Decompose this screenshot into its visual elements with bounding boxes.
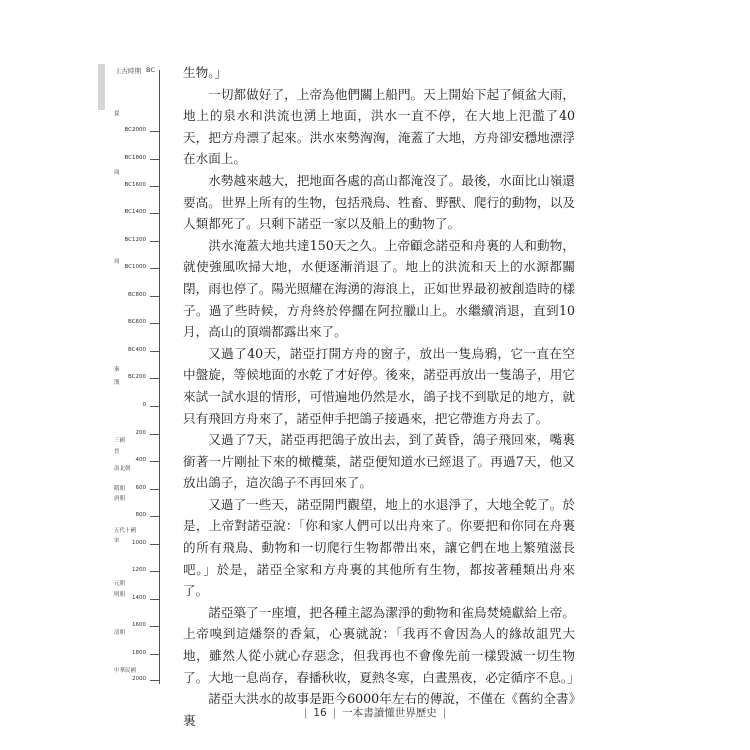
era-label: 五代十國 (114, 528, 137, 534)
timeline-tick: BC1400 (0, 213, 160, 223)
era-label: 唐朝 (114, 496, 126, 502)
timeline-header-period: 上古時期 (115, 67, 141, 75)
timeline-tick: BC600 (0, 323, 160, 333)
era-label: 晉 (114, 449, 120, 455)
timeline-tick: BC1800 (0, 159, 160, 169)
paragraph: 又過了7天，諾亞再把鴿子放出去，到了黃昏，鴿子飛回來，嘴裏銜著一片剛扯下來的橄欖葉，諾亞便知道水已經退了。再過7天，他又放出鴿子，這次鴿子不再回來了。 (183, 432, 575, 491)
era-label: 漢 (114, 380, 120, 386)
paragraph: 洪水淹蓋大地共達150天之久。上帝顧念諾亞和舟裏的人和動物，就使強風吹掃大地，水便逐漸消退了。地上的洪流和天上的水源都關閉，雨也停了。陽光照耀在海湧的海浪上，正如世界最初被創造時的樣子。過了些時候，方舟終於停擱在阿拉臘山上。水繼續消退，直到10月，高山的頂端都露出來了。 (183, 237, 575, 340)
era-label: 元朝 (114, 581, 126, 587)
timeline-tick: 200 (0, 434, 160, 444)
page-number: 16 (313, 707, 327, 719)
era-label: 商 (114, 170, 120, 176)
era-label: 明朝 (114, 592, 126, 598)
timeline-tick: 1600 (0, 626, 160, 636)
paragraph: 生物。」 (183, 65, 228, 80)
timeline-tick: BC1000 (0, 268, 160, 278)
timeline-tick: 600 (0, 489, 160, 499)
timeline-header-bc: BC (146, 66, 155, 74)
timeline-tick: 1200 (0, 571, 160, 581)
paragraph: 諾亞築了一座壇，把各種主認為潔淨的動物和雀鳥焚燒獻給上帝。上帝嗅到這燔祭的香氣，心裏就說：「我再不會因為人的緣故詛咒大地，雖然人從小就心存惡念，但我再也不會像先前一樣毀滅一切生物了。大地一息尚存，春播秋收，夏熱冬寒，白晝黑夜，必定循序不息。」 (183, 604, 580, 685)
era-label: 隋朝 (114, 486, 126, 492)
timeline-tick: BC1200 (0, 241, 160, 251)
timeline-tick: BC400 (0, 351, 160, 361)
paragraph: 諾亞大洪水的故事是距今6000年左右的傳說，不僅在《舊約全書》裏 (183, 691, 575, 728)
era-label: 中華民國 (114, 668, 137, 674)
book-title: 一本書讀懂世界歷史 (342, 707, 437, 719)
timeline-tick: 1000 (0, 544, 160, 554)
timeline-tick: 0 (0, 406, 160, 416)
timeline-tick: BC2000 (0, 131, 160, 141)
era-label: 南北朝 (114, 466, 131, 472)
main-text (183, 62, 580, 731)
paragraph: 又過了40天，諾亞打開方舟的窗子，放出一隻烏鴉，它一直在空中盤旋，等候地面的水乾了才好停。後來，諾亞再放出一隻鴿子，用它來試一試水退的情形，可惜遍地仍然是水，鴿子找不到歇足的地方，就只有飛回方舟來了，諾亞伸手把鴿子接過來，把它帶進方舟去了。 (183, 345, 575, 426)
era-label: 周 (114, 259, 120, 265)
timeline-tick: 1400 (0, 599, 160, 609)
timeline-tick: 800 (0, 516, 160, 526)
timeline-tick: BC800 (0, 296, 160, 306)
timeline-marker-bar (98, 64, 105, 110)
paragraph: 又過了一些天，諾亞開門觀望，地上的水退淨了，大地全乾了。於是，上帝對諾亞說：「你和家人們可以出舟來了。你要把和你同在舟裏的所有飛鳥、動物和一切爬行生物都帶出來，讓它們在地上繁殖滋長吧。」於是，諾亞全家和方舟裏的其他所有生物，都按著種類出舟來了。 (183, 496, 575, 599)
era-label: 三國 (114, 438, 126, 444)
timeline-tick: BC200 (0, 378, 160, 388)
timeline-tick: 400 (0, 461, 160, 471)
era-label: 夏 (114, 111, 120, 117)
era-label: 秦 (114, 367, 120, 373)
era-label: 清朝 (114, 630, 126, 636)
paragraph: 水勢越來越大，把地面各處的高山都淹沒了。最後，水面比山嶺還要高。世界上所有的生物，包括飛鳥、牲畜、野獸、爬行的動物，以及人類都死了。只剩下諾亞一家以及船上的動物了。 (183, 172, 575, 232)
timeline-tick: BC1600 (0, 186, 160, 196)
timeline-tick: 2000 (0, 680, 160, 690)
paragraph: 一切都做好了，上帝為他們關上船門。天上開始下起了傾盆大雨，地上的泉水和洪流也湧上地面，洪水一直不停，在大地上氾濫了40天，把方舟漂了起來。洪水來勢洶洶，淹蓋了大地，方舟卻安穩地漂浮在水面上。 (183, 86, 575, 167)
era-label: 宋 (114, 538, 120, 544)
page-footer: | 16 | 一本書讀懂世界歷史 | (303, 707, 447, 719)
timeline-tick: 1800 (0, 654, 160, 664)
